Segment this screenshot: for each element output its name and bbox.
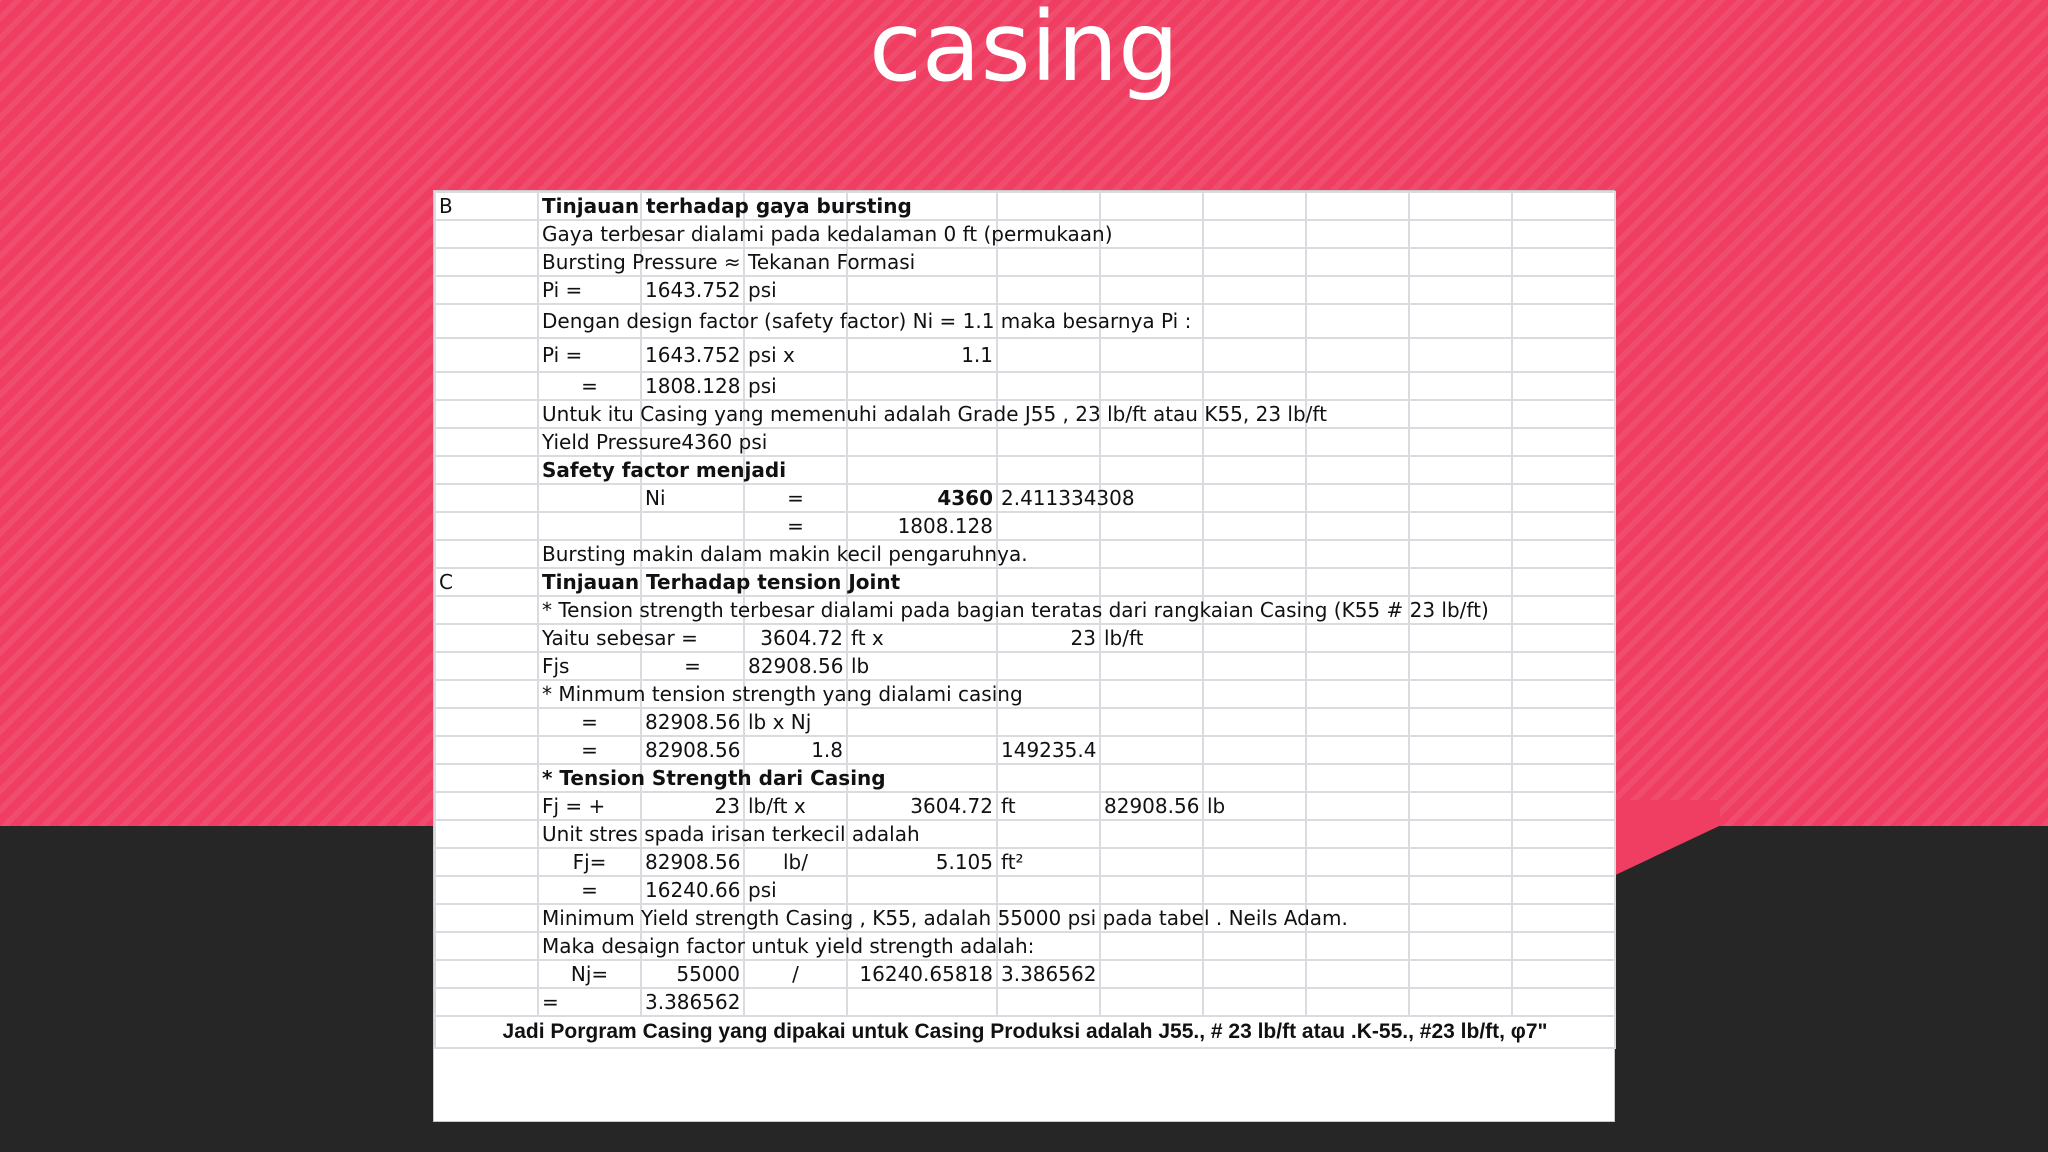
table-cell[interactable] [1306,428,1409,456]
table-cell[interactable]: Ni [641,484,744,512]
spreadsheet-panel [433,190,1615,1122]
table-cell[interactable] [1512,484,1615,512]
table-cell[interactable] [997,708,1100,736]
table-cell[interactable]: lb [847,652,997,680]
table-cell[interactable] [1100,456,1203,484]
table-cell[interactable] [1100,708,1203,736]
table-cell[interactable]: * Minmum tension strength yang dialami casing [538,680,641,708]
table-cell[interactable] [435,276,538,304]
table-cell[interactable] [1512,304,1615,338]
table-cell[interactable] [1512,932,1615,960]
table-cell[interactable] [1409,456,1512,484]
table-cell[interactable] [1512,624,1615,652]
table-cell[interactable]: lb/ [744,848,847,876]
table-cell[interactable] [1203,680,1306,708]
table-cell[interactable] [1203,192,1306,220]
table-cell[interactable]: Fjs [538,652,641,680]
table-row [435,932,1615,960]
table-cell[interactable] [1512,540,1615,568]
table-cell[interactable] [538,484,641,512]
table-cell[interactable]: 23 [641,792,744,820]
table-cell[interactable] [1100,276,1203,304]
table-cell[interactable] [435,428,538,456]
table-cell[interactable] [847,276,997,304]
table-cell[interactable]: Fj = + [538,792,641,820]
table-cell[interactable] [1409,736,1512,764]
table-cell[interactable] [997,428,1100,456]
table-cell[interactable] [1203,764,1306,792]
table-cell[interactable] [1512,708,1615,736]
table-cell[interactable]: 149235.4 [997,736,1100,764]
conclusion-text: Jadi Porgram Casing yang dipakai untuk Casing Produksi adalah J55., # 23 lb/ft atau .K-55., #23 lb/ft, φ7" [435,1016,1615,1048]
table-cell[interactable] [1306,248,1409,276]
table-cell[interactable] [1512,652,1615,680]
table-cell[interactable]: ft [997,792,1100,820]
table-cell[interactable] [997,568,1100,596]
table-cell[interactable] [1512,248,1615,276]
table-cell[interactable] [1306,876,1409,904]
table-cell[interactable] [1203,736,1306,764]
table-cell[interactable] [1100,428,1203,456]
table-row [435,708,1615,736]
table-cell[interactable] [435,484,538,512]
table-cell[interactable] [1100,568,1203,596]
table-cell[interactable] [1409,400,1512,428]
table-cell[interactable]: Tekanan Formasi [744,248,847,276]
table-cell[interactable] [847,876,997,904]
table-cell[interactable]: 3.386562 [641,988,744,1016]
table-cell[interactable] [1512,192,1615,220]
table-cell[interactable]: psi [744,276,847,304]
table-cell[interactable]: = [744,484,847,512]
table-row [435,680,1615,708]
table-cell[interactable]: = [538,876,641,904]
table-cell[interactable] [1409,276,1512,304]
table-cell[interactable] [1100,876,1203,904]
slide-title: casing [868,0,1180,103]
table-cell[interactable] [1203,568,1306,596]
table-cell[interactable]: 3604.72 [847,792,997,820]
table-cell[interactable] [435,652,538,680]
table-cell[interactable]: 1.8 [744,736,847,764]
table-row [435,764,1615,792]
table-cell[interactable] [1409,338,1512,372]
table-cell[interactable] [435,220,538,248]
table-cell[interactable] [997,764,1100,792]
table-cell[interactable] [1100,220,1203,248]
table-cell[interactable] [1512,456,1615,484]
table-cell[interactable] [1203,624,1306,652]
table-cell[interactable] [1512,736,1615,764]
table-row [435,820,1615,848]
table-cell[interactable] [1409,484,1512,512]
table-row [435,904,1615,932]
table-cell[interactable] [1306,540,1409,568]
table-cell[interactable]: Yield Pressure4360 psi [538,428,641,456]
table-cell[interactable] [1306,456,1409,484]
table-cell[interactable]: 3604.72 [744,624,847,652]
table-cell[interactable]: lb x Nj [744,708,847,736]
table-cell[interactable] [1203,932,1306,960]
table-cell[interactable] [1100,820,1203,848]
table-cell[interactable] [1306,624,1409,652]
table-cell[interactable] [1203,484,1306,512]
table-cell[interactable] [1512,764,1615,792]
table-cell[interactable] [1512,680,1615,708]
table-cell[interactable] [1100,764,1203,792]
table-cell[interactable]: Dengan design factor (safety factor) Ni = 1.1 maka besarnya Pi : [538,304,641,338]
table-cell[interactable] [1409,428,1512,456]
table-cell[interactable] [435,248,538,276]
table-cell[interactable]: Unit stres spada irisan terkecil adalah [538,820,641,848]
table-cell[interactable] [1203,848,1306,876]
table-cell[interactable] [1409,904,1512,932]
table-cell[interactable] [847,988,997,1016]
table-cell[interactable]: = [538,372,641,400]
table-cell[interactable] [1409,192,1512,220]
table-cell[interactable] [1203,820,1306,848]
table-cell[interactable] [1203,372,1306,400]
table-cell[interactable] [1306,652,1409,680]
table-cell[interactable]: B [435,192,538,220]
table-cell[interactable] [1306,988,1409,1016]
table-cell[interactable]: 82908.56 [744,652,847,680]
table-row [435,736,1615,764]
table-cell[interactable]: 55000 [641,960,744,988]
table-cell[interactable]: 1808.128 [847,512,997,540]
table-cell[interactable] [1100,960,1203,988]
table-cell[interactable] [1409,988,1512,1016]
table-cell[interactable] [1203,220,1306,248]
table-cell[interactable] [1306,848,1409,876]
table-cell[interactable] [1100,932,1203,960]
table-cell[interactable]: * Tension Strength dari Casing [538,764,641,792]
table-row [435,652,1615,680]
table-cell[interactable] [1409,624,1512,652]
table-cell[interactable] [1100,680,1203,708]
table-cell[interactable] [1203,512,1306,540]
table-cell[interactable] [1203,708,1306,736]
table-cell[interactable]: Maka desaign factor untuk yield strength adalah: [538,932,641,960]
table-row [435,848,1615,876]
table-cell[interactable] [1100,192,1203,220]
table-cell[interactable]: Gaya terbesar dialami pada kedalaman 0 ft (permukaan) [538,220,641,248]
table-cell[interactable] [1512,988,1615,1016]
table-cell[interactable] [997,192,1100,220]
table-cell[interactable] [1203,960,1306,988]
table-cell[interactable] [435,904,538,932]
table-cell[interactable] [435,932,538,960]
table-cell[interactable]: * Tension strength terbesar dialami pada bagian teratas dari rangkaian Casing (K55 # 23 lb/ft) [538,596,641,624]
table-row [435,400,1615,428]
table-cell[interactable]: 1643.752 [641,338,744,372]
table-cell[interactable]: = [641,652,744,680]
table-cell[interactable] [1306,680,1409,708]
table-cell[interactable] [1409,792,1512,820]
table-cell[interactable] [847,736,997,764]
table-row [435,276,1615,304]
table-cell[interactable]: lb/ft [1100,624,1203,652]
table-cell[interactable] [435,820,538,848]
table-cell[interactable] [997,276,1100,304]
table-cell[interactable] [997,652,1100,680]
table-cell[interactable]: Tinjauan terhadap gaya bursting [538,192,641,220]
table-cell[interactable] [1512,372,1615,400]
table-cell[interactable] [997,456,1100,484]
table-row [435,568,1615,596]
table-cell[interactable]: Bursting Pressure ≈ [538,248,641,276]
table-cell[interactable] [1512,876,1615,904]
table-cell[interactable] [997,248,1100,276]
table-cell[interactable] [1306,568,1409,596]
table-cell[interactable]: 4360 [847,484,997,512]
table-cell[interactable] [1409,820,1512,848]
table-cell[interactable]: 5.105 [847,848,997,876]
table-cell[interactable] [1306,820,1409,848]
table-row [435,456,1615,484]
table-cell[interactable] [997,512,1100,540]
table-cell[interactable] [538,512,641,540]
table-cell[interactable] [435,988,538,1016]
table-cell[interactable]: 82908.56 [641,736,744,764]
table-cell[interactable]: Fj= [538,848,641,876]
table-cell[interactable] [1512,820,1615,848]
table-cell[interactable] [1512,220,1615,248]
table-cell[interactable]: 2.411334308 [997,484,1100,512]
table-cell[interactable] [997,372,1100,400]
table-cell[interactable] [1306,708,1409,736]
table-cell[interactable] [1100,848,1203,876]
table-cell[interactable]: = [538,736,641,764]
table-cell[interactable] [435,736,538,764]
table-cell[interactable] [1409,680,1512,708]
table-cell[interactable] [1100,736,1203,764]
table-cell[interactable]: ft x [847,624,997,652]
table-cell[interactable] [1512,904,1615,932]
table-row [435,876,1615,904]
table-cell[interactable] [1409,248,1512,276]
table-cell[interactable] [1306,484,1409,512]
table-cell[interactable] [847,372,997,400]
table-cell[interactable] [847,456,997,484]
table-cell[interactable]: 1.1 [847,338,997,372]
table-cell[interactable]: Nj= [538,960,641,988]
table-row [435,372,1615,400]
table-cell[interactable] [1409,960,1512,988]
table-cell[interactable] [435,708,538,736]
table-cell[interactable]: Untuk itu Casing yang memenuhi adalah Grade J55 , 23 lb/ft atau K55, 23 lb/ft [538,400,641,428]
table-cell[interactable]: lb/ft x [744,792,847,820]
table-cell[interactable]: C [435,568,538,596]
table-row [435,596,1615,624]
table-cell[interactable] [435,540,538,568]
table-cell[interactable] [1512,276,1615,304]
table-cell[interactable] [435,456,538,484]
table-cell[interactable]: Safety factor menjadi [538,456,641,484]
table-cell[interactable] [435,400,538,428]
table-cell[interactable]: Minimum Yield strength Casing , K55, adalah 55000 psi pada tabel . Neils Adam. [538,904,641,932]
table-cell[interactable] [1512,338,1615,372]
table-cell[interactable] [1203,428,1306,456]
table-cell[interactable] [1306,338,1409,372]
table-cell[interactable]: 1808.128 [641,372,744,400]
table-cell[interactable] [435,876,538,904]
table-cell[interactable] [1409,512,1512,540]
table-cell[interactable] [1203,540,1306,568]
table-cell[interactable] [847,708,997,736]
table-cell[interactable] [1409,220,1512,248]
table-cell[interactable] [435,338,538,372]
table-cell[interactable] [1306,304,1409,338]
table-cell[interactable] [1306,932,1409,960]
table-row [435,304,1615,338]
table-cell[interactable] [1409,304,1512,338]
table-row [435,338,1615,372]
table-row [435,540,1615,568]
table-cell[interactable] [1306,792,1409,820]
table-cell[interactable] [1203,304,1306,338]
table-row [435,248,1615,276]
table-cell[interactable] [744,988,847,1016]
table-cell[interactable] [997,338,1100,372]
table-cell[interactable]: 23 [997,624,1100,652]
table-cell[interactable] [435,372,538,400]
table-cell[interactable] [1203,456,1306,484]
table-cell[interactable] [1203,988,1306,1016]
table-row [435,792,1615,820]
table-cell[interactable] [1100,372,1203,400]
table-cell[interactable] [997,876,1100,904]
table-cell[interactable]: = [538,988,641,1016]
table-cell[interactable] [1512,848,1615,876]
table-cell[interactable] [1512,512,1615,540]
table-row [435,988,1615,1016]
table-cell[interactable] [1409,708,1512,736]
table-cell[interactable] [1409,652,1512,680]
table-cell[interactable]: psi [744,372,847,400]
table-cell[interactable]: / [744,960,847,988]
table-cell[interactable]: ft² [997,848,1100,876]
table-cell[interactable] [1100,988,1203,1016]
table-cell[interactable] [1306,192,1409,220]
table-cell[interactable] [435,792,538,820]
table-cell[interactable] [1203,248,1306,276]
table-cell[interactable] [1512,792,1615,820]
table-cell[interactable] [435,624,538,652]
table-cell[interactable] [1100,512,1203,540]
table-cell[interactable]: lb [1203,792,1306,820]
table-row [435,220,1615,248]
table-row [435,192,1615,220]
table-cell[interactable]: 16240.65818 [847,960,997,988]
table-cell[interactable] [1409,540,1512,568]
table-cell[interactable] [997,988,1100,1016]
table-cell[interactable] [435,960,538,988]
table-cell[interactable] [1306,372,1409,400]
table-cell[interactable] [435,596,538,624]
table-cell[interactable]: 82908.56 [641,848,744,876]
table-cell[interactable]: psi [744,876,847,904]
table-cell[interactable] [1512,400,1615,428]
table-cell[interactable] [1512,960,1615,988]
table-cell[interactable]: Pi = [538,276,641,304]
table-cell[interactable]: 3.386562 [997,960,1100,988]
table-row [435,484,1615,512]
table-cell[interactable] [435,680,538,708]
table-cell[interactable] [1409,568,1512,596]
table-cell[interactable] [1306,960,1409,988]
calculation-table [434,191,1616,1049]
table-row [435,512,1615,540]
table-cell[interactable] [641,512,744,540]
table-cell[interactable] [435,848,538,876]
table-cell[interactable] [1100,248,1203,276]
table-cell[interactable] [1306,512,1409,540]
table-cell[interactable]: = [744,512,847,540]
table-cell[interactable] [1306,276,1409,304]
table-cell[interactable]: Tinjauan Terhadap tension Joint [538,568,641,596]
table-cell[interactable] [997,820,1100,848]
table-cell[interactable] [1100,540,1203,568]
table-cell[interactable] [1100,338,1203,372]
table-cell[interactable] [1409,372,1512,400]
table-cell[interactable]: Pi = [538,338,641,372]
conclusion-row [435,1016,1615,1048]
table-cell[interactable] [1512,428,1615,456]
table-cell[interactable] [1203,276,1306,304]
table-cell[interactable] [435,304,538,338]
table-cell[interactable] [1306,220,1409,248]
table-cell[interactable]: Bursting makin dalam makin kecil pengaruhnya. [538,540,641,568]
table-row [435,624,1615,652]
table-cell[interactable] [1512,596,1615,624]
table-cell[interactable] [1409,764,1512,792]
table-cell[interactable] [1306,764,1409,792]
table-cell[interactable] [435,512,538,540]
table-cell[interactable]: psi x [744,338,847,372]
table-cell[interactable]: = [538,708,641,736]
table-cell[interactable] [1306,736,1409,764]
table-cell[interactable]: 1643.752 [641,276,744,304]
table-cell[interactable] [1203,876,1306,904]
table-cell[interactable] [1409,932,1512,960]
table-cell[interactable] [1512,568,1615,596]
table-cell[interactable] [1203,652,1306,680]
table-cell[interactable] [1203,338,1306,372]
table-cell[interactable] [1100,652,1203,680]
table-cell[interactable] [847,428,997,456]
table-cell[interactable] [435,764,538,792]
table-cell[interactable]: Yaitu sebesar = [538,624,641,652]
table-cell[interactable] [1409,876,1512,904]
table-cell[interactable]: 82908.56 [1100,792,1203,820]
table-row [435,428,1615,456]
table-cell[interactable]: 82908.56 [641,708,744,736]
table-cell[interactable] [1409,848,1512,876]
table-cell[interactable]: 16240.66 [641,876,744,904]
table-row [435,960,1615,988]
